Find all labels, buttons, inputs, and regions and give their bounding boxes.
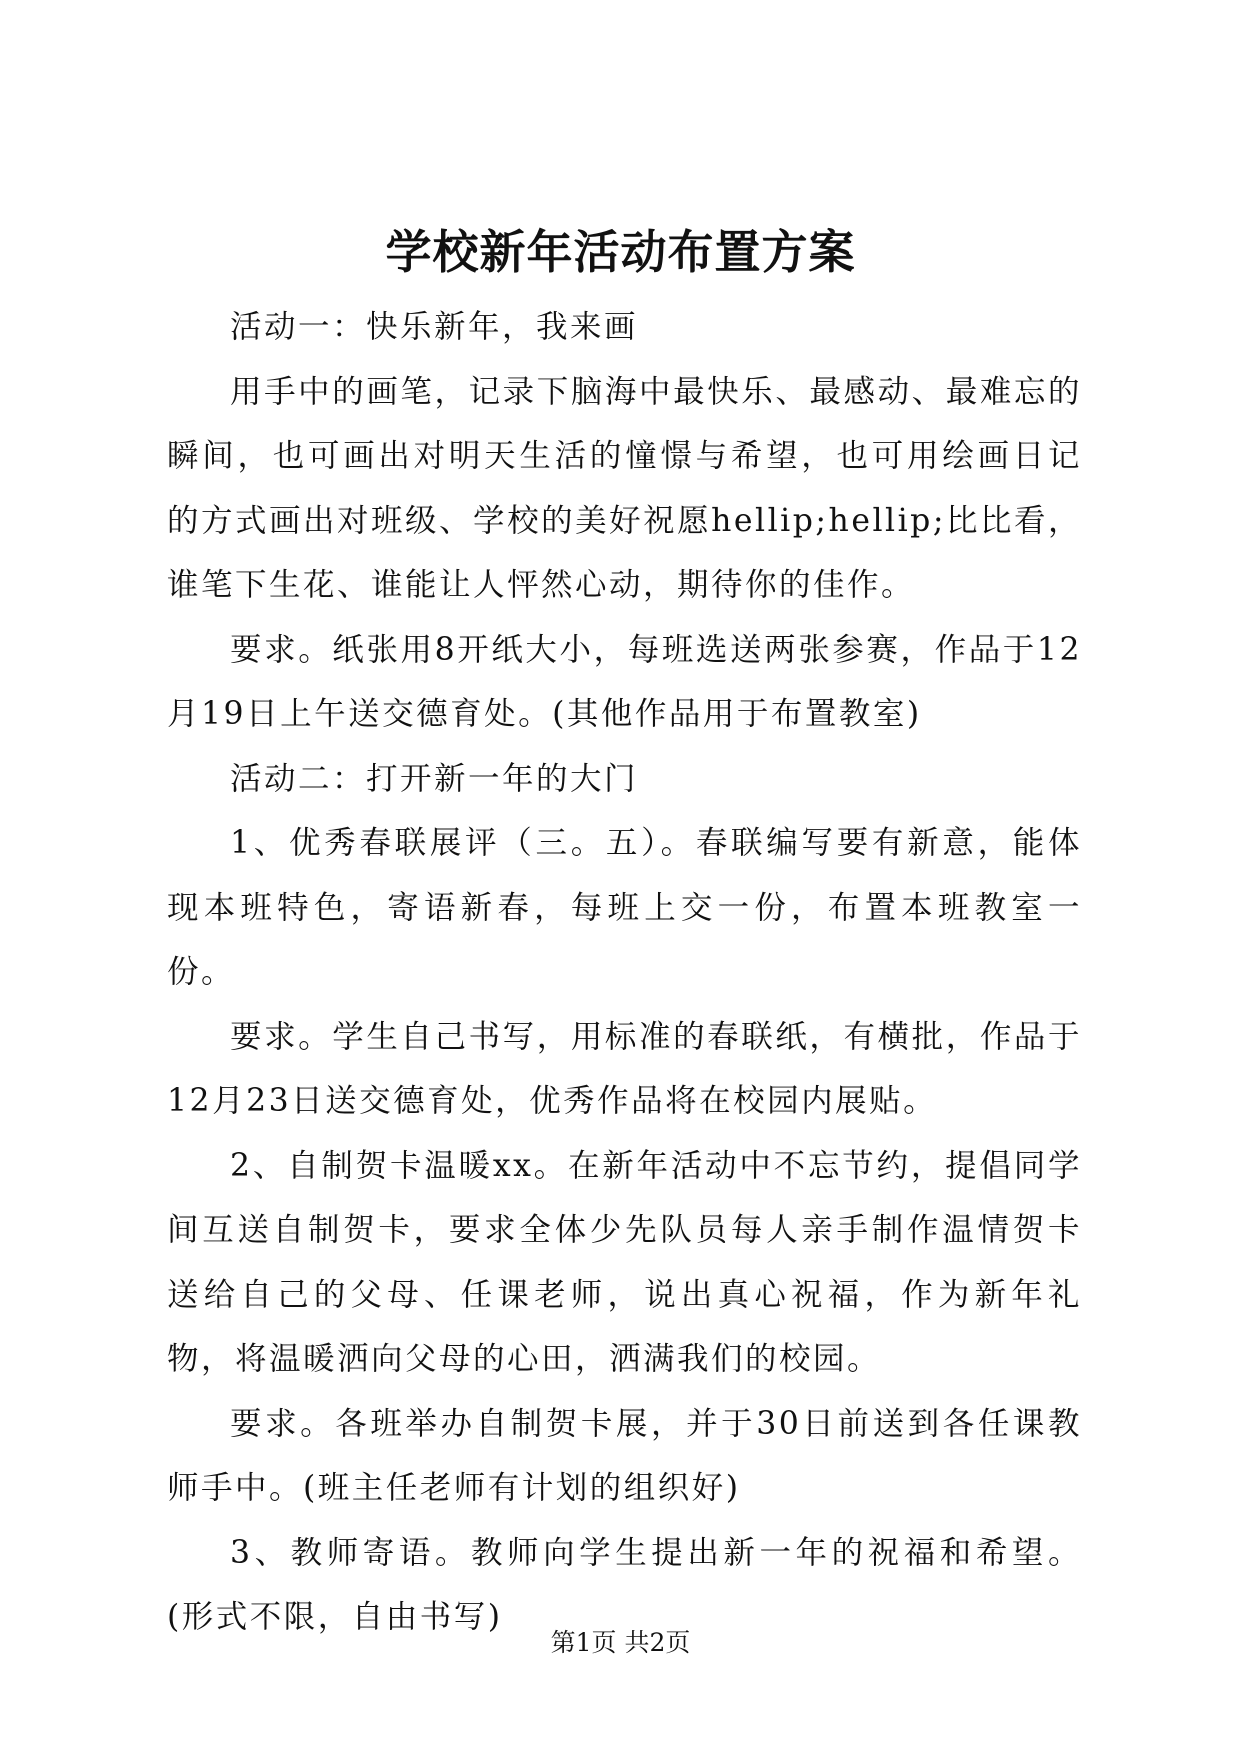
page-number-footer: 第1页 共2页 bbox=[550, 1628, 691, 1657]
paragraph-greeting-card-requirement: 要求。各班举办自制贺卡展，并于30日前送到各任课教师手中。(班主任老师有计划的组织好) bbox=[167, 1405, 1082, 1506]
paragraph-activity-two-heading: 活动二：打开新一年的大门 bbox=[230, 760, 639, 797]
paragraph-couplet-requirement: 要求。学生自己书写，用标准的春联纸，有横批，作品于12月23日送交德育处，优秀作品将在校园内展贴。 bbox=[167, 1018, 1082, 1119]
document-body bbox=[167, 295, 1082, 1650]
paragraph-activity-one-requirement: 要求。纸张用8开纸大小，每班选送两张参赛，作品于12月19日上午送交德育处。(其他作品用于布置教室) bbox=[167, 631, 1082, 732]
paragraph-teacher-message: 3、教师寄语。教师向学生提出新一年的祝福和希望。(形式不限，自由书写) bbox=[167, 1534, 1082, 1635]
paragraph-activity-one-description: 用手中的画笔，记录下脑海中最快乐、最感动、最难忘的瞬间，也可画出对明天生活的憧憬与希望，也可用绘画日记的方式画出对班级、学校的美好祝愿hellip;hellip;比比看，谁笔下生花、谁能让人怦然心动，期待你的佳作。 bbox=[167, 373, 1082, 603]
paragraph-activity-one-heading: 活动一：快乐新年，我来画 bbox=[230, 309, 639, 345]
paragraph-couplet-review: 1、优秀春联展评（三。五）。春联编写要有新意，能体现本班特色，寄语新春，每班上交一份，布置本班教室一份。 bbox=[167, 825, 1082, 990]
paragraph-greeting-card: 2、自制贺卡温暖xx。在新年活动中不忘节约，提倡同学间互送自制贺卡，要求全体少先队员每人亲手制作温情贺卡送给自己的父母、任课老师，说出真心祝福，作为新年礼物，将温暖洒向父母的心田，洒满我们的校园。 bbox=[167, 1147, 1082, 1377]
document-title: 学校新年活动布置方案 bbox=[385, 225, 856, 279]
